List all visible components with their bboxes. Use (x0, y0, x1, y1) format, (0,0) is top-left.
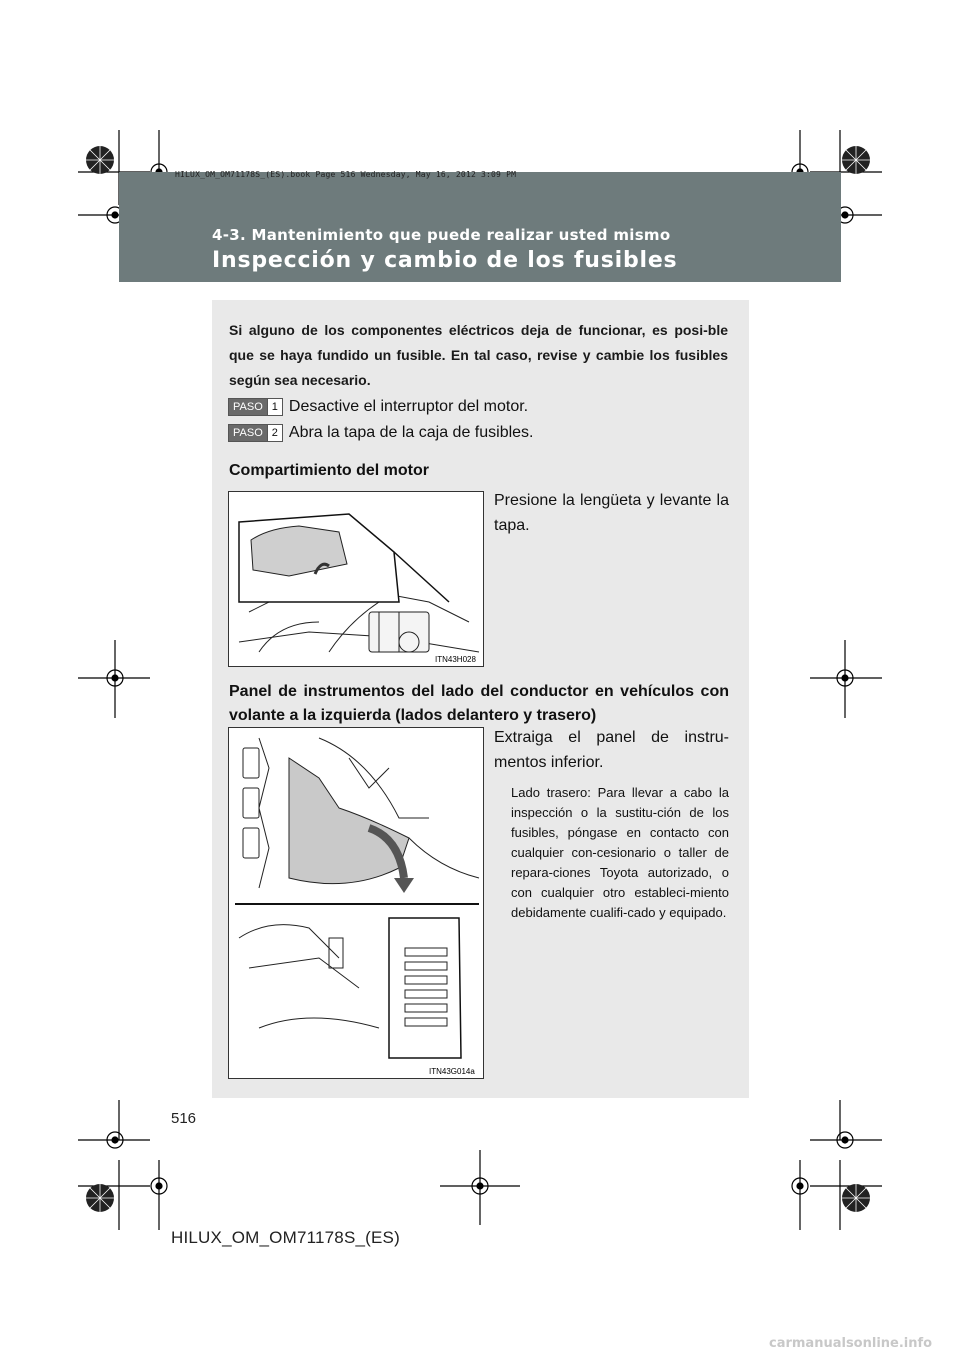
site-watermark: carmanualsonline.info (769, 1336, 933, 1351)
engine-illustration (229, 492, 484, 667)
section-label: 4-3. Mantenimiento que puede realizar usted mismo (212, 226, 671, 244)
footer-doc-code: HILUX_OM_OM71178S_(ES) (171, 1228, 400, 1247)
step-badge (228, 398, 283, 416)
step-text: Abra la tapa de la caja de fusibles. (288, 424, 534, 441)
panel-figure (228, 727, 484, 1079)
panel-figure-code: ITN43G014a (429, 1067, 475, 1076)
engine-figure-code: ITN43H028 (435, 655, 476, 664)
step-1 (228, 396, 528, 418)
engine-heading: Compartimiento del motor (229, 462, 430, 479)
engine-instruction: Presione la lengüeta y levante la tapa. (494, 492, 729, 534)
panel-heading: Panel de instrumentos del lado del conductor en vehículos con volante a la izquierda (lados delantero y trasero) (229, 683, 729, 724)
page-title: Inspección y cambio de los fusibles (212, 248, 678, 273)
step-badge-word: PASO (229, 425, 267, 441)
step-2 (228, 422, 534, 444)
panel-illustration (229, 728, 484, 1079)
engine-figure (228, 491, 484, 667)
step-badge-word: PASO (229, 399, 267, 415)
intro-paragraph: Si alguno de los componentes eléctricos deja de funcionar, es posi-ble que se haya fundido un fusible. En tal caso, revise y cambie los fusibles según sea necesario. (229, 322, 728, 388)
step-badge (228, 424, 283, 442)
page-number: 516 (171, 1110, 197, 1127)
book-stamp: HILUX_OM_OM71178S_(ES).book Page 516 Wednesday, May 16, 2012 3:09 PM (175, 170, 517, 179)
panel-instruction: Extraiga el panel de instru-mentos inferior. (494, 729, 729, 771)
step-badge-number: 1 (267, 399, 282, 415)
step-text: Desactive el interruptor del motor. (288, 398, 529, 415)
step-badge-number: 2 (267, 425, 282, 441)
panel-note: Lado trasero: Para llevar a cabo la inspección o la sustitu-ción de los fusibles, póngase en contacto con cualquier con-cesionario o taller de repara-ciones Toyota autorizado, o con cualquier otro estableci-miento debidamente cualifi-cado y equipado. (511, 785, 729, 920)
